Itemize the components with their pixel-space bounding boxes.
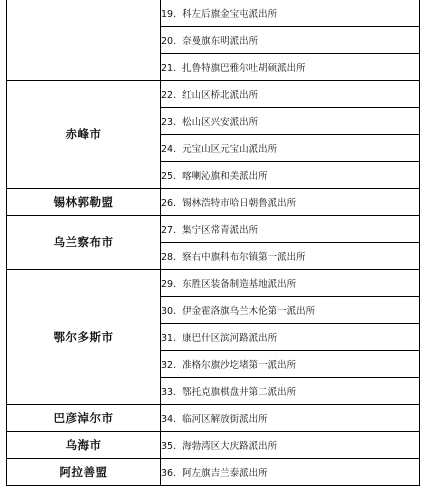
- station-number: 33.: [161, 386, 177, 398]
- city-cell: 乌海市: [7, 431, 161, 458]
- station-name: 临河区解放街派出所: [182, 413, 268, 425]
- station-cell: [161, 296, 420, 323]
- station-name: 松山区兴安派出所: [182, 116, 259, 128]
- station-name: 科左后旗金宝屯派出所: [182, 8, 278, 20]
- station-number: 29.: [161, 278, 177, 290]
- station-name: 喀喇沁旗和美派出所: [182, 170, 268, 182]
- table-row: [7, 431, 420, 458]
- table-row: [7, 0, 420, 26]
- table-row: [7, 188, 420, 215]
- station-cell: [161, 188, 420, 215]
- station-number: 26.: [161, 197, 177, 209]
- station-name: 海勃湾区大庆路派出所: [182, 440, 278, 452]
- station-number: 21.: [161, 62, 177, 74]
- station-cell: [161, 458, 420, 485]
- station-cell: [161, 107, 420, 134]
- station-name: 扎鲁特旗巴雅尔吐胡硕派出所: [182, 62, 306, 74]
- station-number: 22.: [161, 89, 177, 101]
- city-cell: 锡林郭勒盟: [7, 188, 161, 215]
- city-cell: [7, 0, 161, 80]
- city-cell: 巴彦淖尔市: [7, 404, 161, 431]
- station-cell: [161, 53, 420, 80]
- table-body: [7, 0, 420, 485]
- station-number: 19.: [161, 8, 177, 20]
- station-cell: [161, 161, 420, 188]
- city-cell: 赤峰市: [7, 80, 161, 188]
- table-row: [7, 458, 420, 485]
- station-name: 察右中旗科布尔镇第一派出所: [182, 251, 306, 263]
- station-cell: [161, 269, 420, 296]
- station-name: 鄂托克旗棋盘井第二派出所: [182, 386, 297, 398]
- station-number: 30.: [161, 305, 177, 317]
- station-number: 27.: [161, 224, 177, 236]
- station-name: 红山区桥北派出所: [182, 89, 259, 101]
- table-row: [7, 404, 420, 431]
- station-number: 35.: [161, 440, 177, 452]
- station-number: 36.: [161, 467, 177, 479]
- city-cell: 乌兰察布市: [7, 215, 161, 269]
- station-number: 31.: [161, 332, 177, 344]
- station-cell: [161, 134, 420, 161]
- station-cell: [161, 80, 420, 107]
- station-cell: [161, 0, 420, 26]
- station-name: 东胜区装备制造基地派出所: [182, 278, 297, 290]
- police-station-table: [6, 0, 420, 486]
- station-number: 23.: [161, 116, 177, 128]
- station-number: 25.: [161, 170, 177, 182]
- station-number: 34.: [161, 413, 177, 425]
- city-cell: 阿拉善盟: [7, 458, 161, 485]
- station-cell: [161, 215, 420, 242]
- station-number: 28.: [161, 251, 177, 263]
- station-name: 伊金霍洛旗乌兰木伦第一派出所: [182, 305, 316, 317]
- station-name: 康巴什区滨河路派出所: [182, 332, 278, 344]
- station-cell: [161, 404, 420, 431]
- station-cell: [161, 350, 420, 377]
- station-cell: [161, 431, 420, 458]
- station-cell: [161, 242, 420, 269]
- station-cell: [161, 377, 420, 404]
- station-cell: [161, 26, 420, 53]
- city-cell: 鄂尔多斯市: [7, 269, 161, 404]
- table-row: [7, 269, 420, 296]
- station-name: 锡林浩特市哈日朝鲁派出所: [182, 197, 297, 209]
- station-name: 准格尔旗沙圪堵第一派出所: [182, 359, 297, 371]
- station-name: 元宝山区元宝山派出所: [182, 143, 278, 155]
- station-number: 24.: [161, 143, 177, 155]
- station-cell: [161, 323, 420, 350]
- table-row: [7, 215, 420, 242]
- station-number: 20.: [161, 35, 177, 47]
- station-name: 阿左旗吉兰泰派出所: [182, 467, 268, 479]
- table-row: [7, 80, 420, 107]
- station-name: 奈曼旗东明派出所: [182, 35, 259, 47]
- station-number: 32.: [161, 359, 177, 371]
- station-name: 集宁区常青派出所: [182, 224, 259, 236]
